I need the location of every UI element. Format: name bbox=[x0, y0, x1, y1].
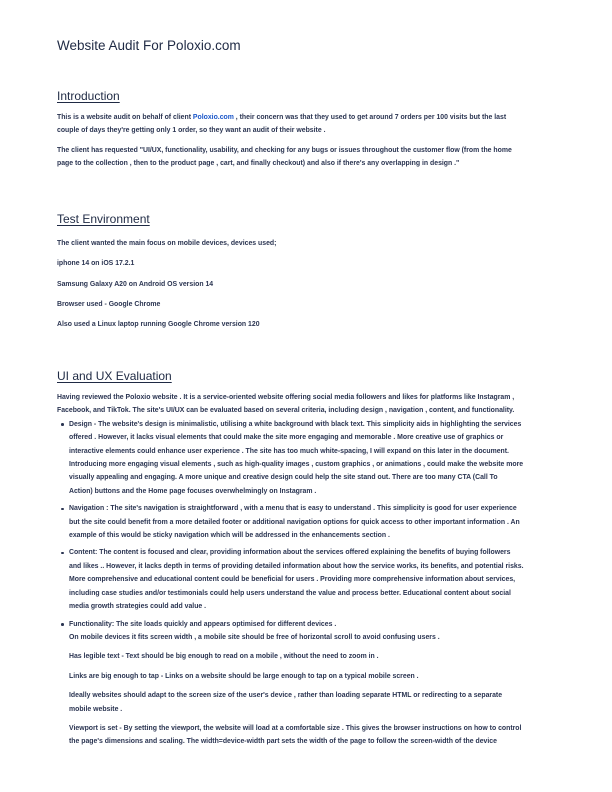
ui-ux-body bbox=[57, 391, 557, 749]
heading-ui-ux-evaluation: UI and UX Evaluation bbox=[57, 369, 172, 383]
design-text: Design - The website's design is minimalistic, utilising a white background with black text. This simplicity aids in highlighting the services bbox=[69, 418, 557, 431]
document-title: Website Audit For Poloxio.com bbox=[57, 38, 241, 53]
design-text: visually appealing and engaging. A more unique and creative design could help the site stand out. There are too many CTA (Call To bbox=[69, 474, 498, 482]
intro-text: couple of days they're getting only 1 order, so they want an audit of their website . bbox=[57, 127, 326, 135]
request-text: The client has requested "UI/UX, functionality, usability, and checking for any bugs or issues throughout the customer flow (from the home bbox=[57, 146, 512, 154]
functionality-text: Functionality: The site loads quickly and appears optimised for different devices . bbox=[69, 618, 557, 631]
test-line: The client wanted the main focus on mobile devices, devices used; bbox=[57, 240, 277, 247]
content-text: media growth strategies could add value . bbox=[69, 603, 207, 611]
content-item bbox=[57, 546, 557, 613]
design-item bbox=[57, 418, 557, 498]
viewport-text: Viewport is set - By setting the viewport, the website will load at a comfortable size . This gives the browser instructions on how to control bbox=[69, 724, 522, 732]
navigation-item bbox=[57, 502, 557, 542]
legible-text: Has legible text - Text should be big enough to read on a mobile , without the need to zoom in . bbox=[69, 653, 379, 661]
eval-intro: Having reviewed the Poloxio website . It is a service-oriented website offering social media followers and likes for platforms like Instagram , bbox=[57, 394, 515, 401]
test-environment-list bbox=[57, 234, 557, 335]
content-text: Content: The content is focused and clear, providing information about the services offered explaining the benefits of buying followers bbox=[69, 546, 557, 559]
intro-text: , their concern was that they used to get around 7 orders per 100 visits but the last bbox=[233, 114, 507, 121]
test-line: Also used a Linux laptop running Google Chrome version 120 bbox=[57, 321, 260, 329]
adapt-text: mobile website . bbox=[69, 705, 123, 713]
content-text: including case studies and/or testimonials could help users understand the value and process better. Educational content about social bbox=[69, 589, 511, 597]
navigation-text: example of this would be sticky navigation which will be addressed in the enhancements section . bbox=[69, 532, 390, 540]
design-text: interactive elements could enhance user experience . The site has too much white-spacing, I will expand on this later in the document. bbox=[69, 447, 509, 455]
design-text: Action) buttons and the Home page focuses overwhelmingly on Instagram . bbox=[69, 487, 317, 495]
design-text: Introducing more engaging visual elements , such as high-quality images , custom graphics , or animations , could make the website more bbox=[69, 461, 524, 469]
intro-paragraph bbox=[57, 111, 557, 171]
heading-test-environment: Test Environment bbox=[57, 212, 150, 226]
functionality-item bbox=[57, 618, 557, 749]
intro-text: This is a website audit on behalf of client bbox=[57, 114, 193, 121]
test-line: Samsung Galaxy A20 on Android OS version 14 bbox=[57, 280, 214, 288]
links-text: Links are big enough to tap - Links on a website should be large enough to tap on a typical mobile screen . bbox=[69, 672, 419, 680]
navigation-text: Navigation : The site's navigation is straightforward , with a menu that is easy to understand . This simplicity is good for user experience bbox=[69, 502, 557, 515]
test-line: iphone 14 on iOS 17.2.1 bbox=[57, 260, 135, 268]
viewport-text: the page's dimensions and scaling. The width=device-width part sets the width of the page to follow the screen-width of the device bbox=[69, 738, 497, 746]
content-text: More comprehensive and educational content could be beneficial for users . Providing more comprehensive information about services, bbox=[69, 576, 516, 584]
test-line: Browser used - Google Chrome bbox=[57, 300, 161, 308]
adapt-text: Ideally websites should adapt to the screen size of the user's device , rather than loading separate HTML or redirecting to a separate bbox=[69, 692, 503, 700]
heading-introduction: Introduction bbox=[57, 89, 120, 103]
design-text: offered . However, it lacks visual elements that could make the site more engaging and memorable . More creative use of graphics or bbox=[69, 434, 504, 442]
client-link[interactable]: Poloxio.com bbox=[192, 114, 234, 121]
content-text: and likes .. However, it lacks depth in terms of providing detailed information about how the service works, its benefits, and potential risks. bbox=[69, 562, 524, 570]
navigation-text: but the site could benefit from a more detailed footer or additional navigation options for quick access to other important information . An bbox=[69, 518, 520, 526]
request-text: page to the collection , then to the product page , cart, and finally checkout) and also if there's any overlapping in design ." bbox=[57, 160, 460, 168]
eval-intro: Facebook, and TikTok. The site's UI/UX can be evaluated based on several criteria, including design , navigation , content, and functionality. bbox=[57, 407, 515, 415]
functionality-text: On mobile devices it fits screen width , a mobile site should be free of horizontal scroll to avoid confusing users . bbox=[69, 633, 440, 641]
